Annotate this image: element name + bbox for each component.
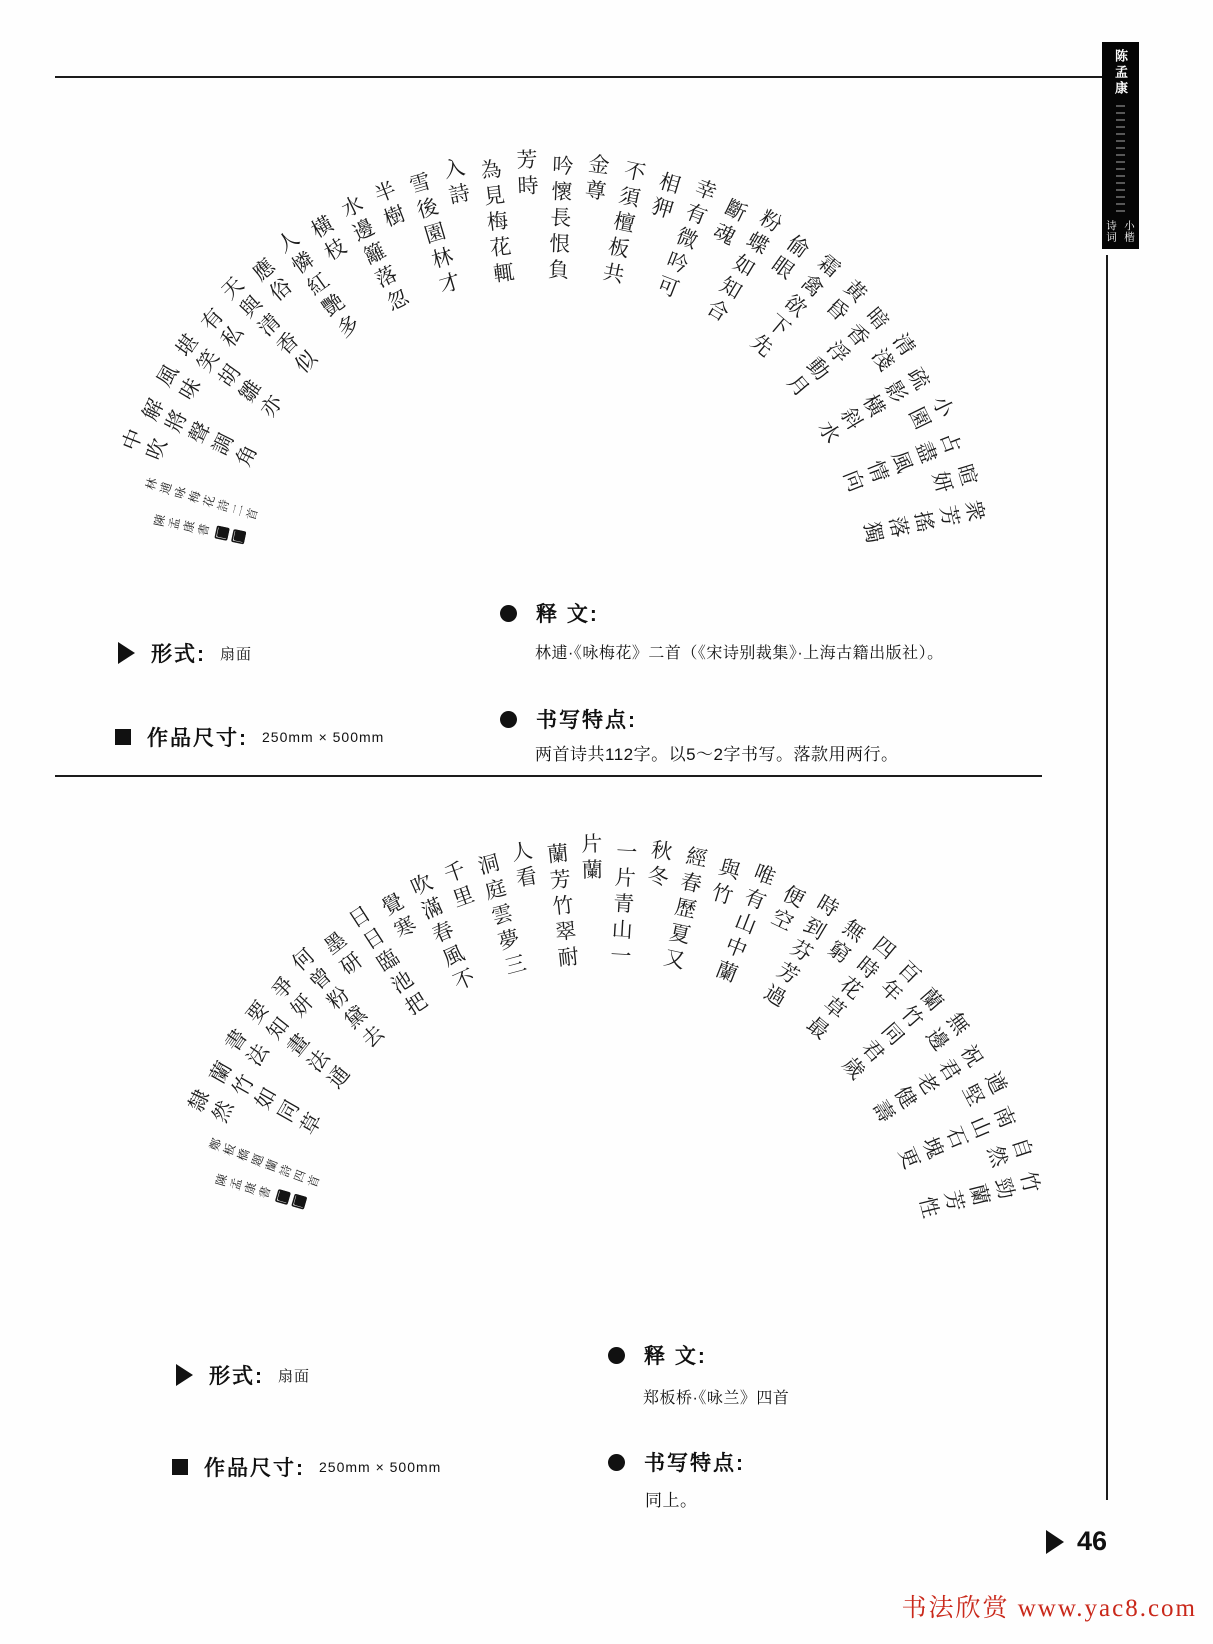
sidebar-labels <box>1104 220 1137 243</box>
calligraphy-column: 金 尊 <box>584 151 612 205</box>
calligraphy-column: 疏 影 橫 斜 水 <box>813 363 934 448</box>
triangle-marker-icon <box>118 642 135 664</box>
annotation-title: 释 文: <box>536 603 599 626</box>
calligraphy-column: 有 私 <box>196 303 249 352</box>
calligraphy-column: 秋 冬 <box>646 837 675 890</box>
bullet-dot-icon <box>608 1454 625 1471</box>
calligraphy-column: 時 到 芬 芳 過 <box>760 890 844 1012</box>
calligraphy-column: 便 空 <box>767 880 809 935</box>
sidebar-rule <box>1106 255 1108 1500</box>
footer-watermark <box>901 1588 1197 1624</box>
size-label: 作品尺寸: <box>147 727 248 750</box>
page-number: 46 <box>1077 1526 1108 1556</box>
calligraphy-column: 爭 妍 <box>266 972 318 1023</box>
calligraphy-column: 林 逋 咏 梅 花 詩 二 首 <box>142 475 261 522</box>
calligraphy-column: 覺 寒 <box>377 888 420 943</box>
calligraphy-column: 風 味 <box>151 360 206 405</box>
calligraphy-column: 洞 庭 雲 夢 三 <box>475 850 530 980</box>
calligraphy-column: 粉 蝶 如 知 合 <box>702 205 787 327</box>
sidebar-category-label: 小楷 <box>1123 220 1135 243</box>
feature-title-row-top <box>500 704 637 734</box>
annotation-title-row-bottom <box>608 1340 707 1370</box>
calligraphy-column: 幸 有 微 吟 可 <box>653 174 720 302</box>
calligraphy-column: 日 日 臨 池 把 <box>343 900 432 1020</box>
size-label: 作品尺寸: <box>204 1457 305 1480</box>
size-row-top <box>115 722 384 752</box>
calligraphy-column: 片 蘭 <box>581 832 604 883</box>
triangle-marker-icon <box>1046 1530 1064 1554</box>
calligraphy-column: 書 法 <box>220 1025 274 1071</box>
calligraphy-column: 一 片 青 山 一 <box>609 838 639 968</box>
seal-stamp <box>291 1194 307 1210</box>
calligraphy-column: 經 春 歷 夏 又 <box>661 843 710 974</box>
square-marker-icon <box>115 729 131 745</box>
calligraphy-column: 墨 研 <box>319 927 367 980</box>
calligraphy-column: 與 竹 <box>708 854 744 909</box>
calligraphy-column: 清 淺 <box>867 328 921 376</box>
calligraphy-column: 南 山 石 塊 更 <box>893 1102 1020 1173</box>
calligraphy-column: 蘭 竹 同 君 歲 <box>837 983 948 1084</box>
calligraphy-column: 雪 後 園 林 才 <box>407 168 464 298</box>
calligraphy-column: 橫 枝 <box>306 211 351 265</box>
calligraphy-column: 百 年 <box>875 956 926 1008</box>
calligraphy-column: 無 窮 <box>823 914 870 968</box>
calligraphy-column: 暄 妍 <box>927 461 982 497</box>
size-value: 250mm × 500mm <box>319 1459 442 1475</box>
section-divider-rule <box>55 775 1042 777</box>
calligraphy-column: 要 知 畫 法 通 <box>241 996 355 1094</box>
sidebar-decorative-script <box>1116 105 1125 212</box>
calligraphy-column: 小 園 <box>903 391 958 433</box>
form-label: 形式: <box>151 643 206 666</box>
calligraphy-column: 半 樹 <box>371 177 410 232</box>
calligraphy-column: 中 吹 <box>118 425 173 464</box>
feature-body-top: 两首诗共112字。以5～2字书写。落款用两行。 <box>535 745 899 764</box>
form-row-bottom <box>176 1360 310 1390</box>
annotation-body-bottom: 郑板桥·《咏兰》四首 <box>643 1390 790 1407</box>
calligraphy-column: 解 將 聲 調 角 <box>137 394 263 471</box>
calligraphy-column: 霜 禽 欲 下 先 <box>746 249 845 361</box>
feature-body-bottom: 同上。 <box>645 1491 698 1510</box>
calligraphy-column: 相 狎 <box>648 168 683 223</box>
size-value: 250mm × 500mm <box>262 729 385 745</box>
calligraphy-column: 占 盡 風 情 向 <box>838 428 966 495</box>
seal-stamp <box>214 526 229 541</box>
calligraphy-column: 四 時 花 草 最 <box>802 932 901 1045</box>
calligraphy-column: 遒 堅 <box>957 1067 1012 1110</box>
form-row-top <box>118 638 252 668</box>
square-marker-icon <box>172 1459 188 1475</box>
footer-site-url: www.yac8.com <box>1017 1595 1197 1622</box>
calligraphy-column: 唯 有 山 中 蘭 <box>712 860 779 988</box>
size-row-bottom <box>172 1452 441 1482</box>
seal-stamp <box>275 1189 291 1205</box>
footer-site-name: 书法欣赏 <box>901 1595 1010 1622</box>
calligraphy-column: 天 與 清 香 似 <box>216 272 322 379</box>
calligraphy-column: 隸 然 <box>184 1085 239 1127</box>
calligraphy-signature-column: 陳 孟 康 書 <box>151 509 247 548</box>
annotation-title: 释 文: <box>644 1345 707 1368</box>
calligraphy-column: 暗 香 浮 動 月 <box>782 303 894 403</box>
calligraphy-column: 人 憐 紅 艷 多 <box>272 225 365 342</box>
calligraphy-column: 祝 君 老 健 壽 <box>868 1040 988 1127</box>
form-value: 扇面 <box>220 645 253 663</box>
calligraphy-column: 堪 笑 胡 雛 亦 <box>171 330 288 422</box>
form-value: 扇面 <box>278 1367 311 1385</box>
calligraphy-column: 衆 芳 搖 落 獨 <box>858 497 989 546</box>
sidebar-tab <box>1102 42 1139 249</box>
feature-title: 书写特点: <box>644 1452 745 1475</box>
form-label: 形式: <box>209 1365 264 1388</box>
triangle-marker-icon <box>176 1364 193 1386</box>
calligraphy-column: 無 邊 <box>921 1007 974 1055</box>
calligraphy-column: 蘭 芳 竹 翠 耐 <box>546 841 580 971</box>
calligraphy-column: 水 邊 籬 落 忽 <box>337 190 413 316</box>
sidebar-genre-label: 诗词 <box>1105 220 1117 243</box>
calligraphy-column: 黃 昏 <box>820 275 871 326</box>
calligraphy-column: 蘭 竹 如 同 草 <box>205 1057 327 1139</box>
calligraphy-column: 應 俗 <box>248 253 297 306</box>
calligraphy-column: 偷 眼 <box>767 230 814 284</box>
calligraphy-column: 鄭 板 橋 題 蘭 詩 四 首 <box>206 1135 323 1189</box>
calligraphy-column: 為 見 梅 花 輒 <box>479 157 517 287</box>
calligraphy-column: 人 看 <box>509 838 540 892</box>
calligraphy-column: 自 然 <box>982 1134 1037 1171</box>
calligraphy-column: 何 曾 粉 黛 去 <box>287 943 390 1053</box>
page-number-row <box>1046 1526 1107 1557</box>
calligraphy-signature-column: 陳 孟 康 書 <box>212 1168 308 1213</box>
calligraphy-column: 千 里 <box>441 857 478 912</box>
annotation-body-top: 林逋·《咏梅花》二首（《宋诗别裁集》·上海古籍出版社）。 <box>535 645 944 662</box>
bullet-dot-icon <box>500 711 517 728</box>
calligraphy-column: 吟 懷 長 恨 負 <box>547 153 574 283</box>
calligraphy-column: 斷 魂 <box>709 195 751 250</box>
feature-title: 书写特点: <box>536 709 637 732</box>
calligraphy-column: 不 須 檀 板 共 <box>600 158 648 288</box>
calligraphy-column: 芳 時 <box>515 147 539 199</box>
calligraphy-column: 吹 滿 春 風 不 <box>407 869 479 996</box>
bullet-dot-icon <box>608 1347 625 1364</box>
feature-title-row-bottom <box>608 1447 745 1477</box>
calligraphy-column: 入 詩 <box>441 155 473 209</box>
bullet-dot-icon <box>500 605 517 622</box>
seal-stamp <box>231 529 246 544</box>
calligraphy-column: 竹 勁 蘭 芳 性 <box>914 1169 1045 1221</box>
annotation-title-row-top <box>500 598 599 628</box>
top-rule <box>55 76 1103 78</box>
sidebar-author-name: 陈孟康 <box>1113 49 1128 97</box>
